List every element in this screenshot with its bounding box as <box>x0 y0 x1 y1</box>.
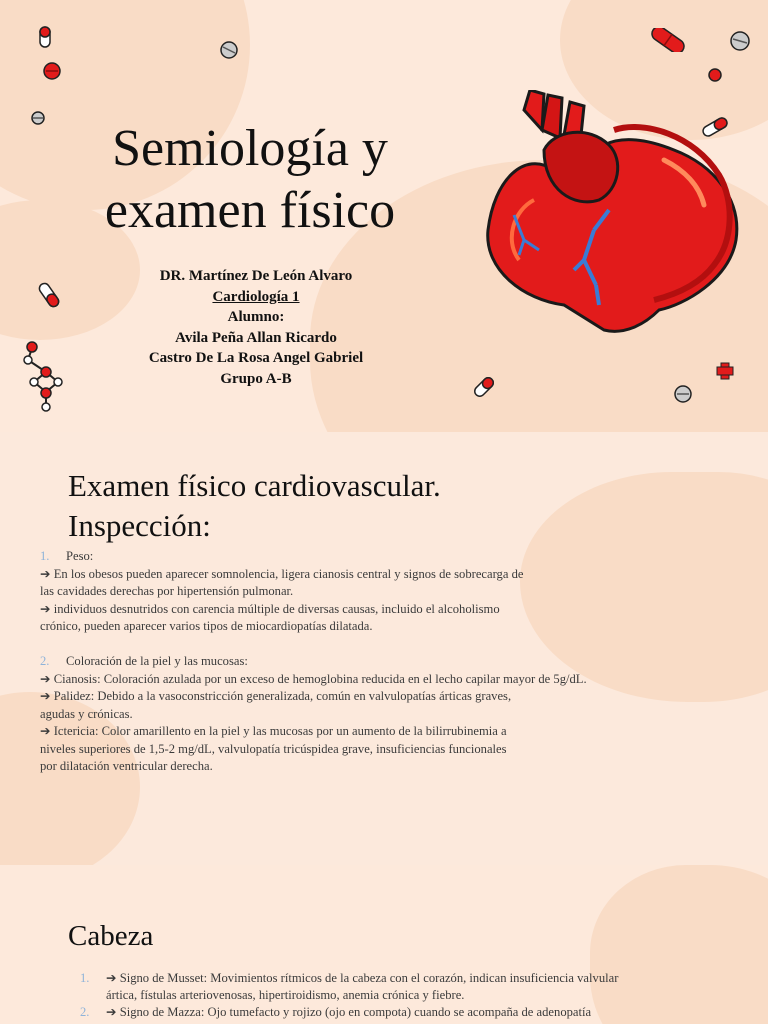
list-text: las cavidades derechas por hipertensión pulmonar. <box>40 584 294 598</box>
list-text: agudas y crónicas. <box>40 706 133 721</box>
slide-subheading: Inspección: <box>68 508 211 543</box>
list-text: ➔ individuos desnutridos con carencia múltiple de diversas causas, incluido el alcoholismo <box>40 601 500 616</box>
tablet-icon <box>30 110 46 126</box>
student-name: Avila Peña Allan Ricardo <box>175 329 337 346</box>
group-label: Grupo A-B <box>220 370 292 387</box>
list-text: ➔ Palidez: Debido a la vasoconstricción generalizada, común en valvulopatías árticas graves, <box>40 689 512 703</box>
tablet-icon <box>42 61 62 81</box>
molecule-icon <box>18 340 68 415</box>
pill-icon <box>648 28 688 52</box>
list-text: ➔ En los obesos pueden aparecer somnolencia, ligera cianosis central y signos de sobrecarga de <box>40 566 524 581</box>
inspection-list <box>40 548 680 776</box>
student-name: Castro De La Rosa Angel Gabriel <box>148 350 364 366</box>
list-text: crónico, pueden aparecer varios tipos de miocardiopatías dilatada. <box>40 619 373 633</box>
slide-heading: Examen físico cardiovascular. <box>68 468 441 503</box>
presentation-title: Semiología y examen físico <box>104 120 396 239</box>
list-item: 2. ➔ Signo de Mazza: Ojo tumefacto y rojizo (ojo en compota) cuando se acompaña de adenopatía <box>80 1005 592 1019</box>
list-item: 1. ➔ Signo de Musset: Movimientos rítmicos de la cabeza con el corazón, indican insuficiencia valvular <box>80 971 619 985</box>
list-number: 1. <box>80 971 90 985</box>
course-name: Cardiología 1 <box>212 288 300 305</box>
head-signs-list <box>80 970 680 1021</box>
tablet-icon <box>729 30 751 52</box>
tablet-icon <box>707 67 723 83</box>
list-item: 2. Coloración de la piel y las mucosas: <box>40 653 680 671</box>
list-text: ➔ Ictericia: Color amarillento en la piel y las mucosas por un aumento de la bilirrubinemia a <box>40 724 507 738</box>
head-slide <box>0 865 768 1024</box>
pill-icon <box>471 374 497 400</box>
list-text: ártica, fístulas arteriovenosas, hipertiroidismo, anemia crónica y fiebre. <box>106 988 465 1002</box>
pill-icon <box>38 280 60 310</box>
doctor-name: DR. Martínez De León Alvaro <box>159 268 353 284</box>
tablet-icon <box>219 40 239 60</box>
tablet-icon <box>673 384 693 404</box>
credits-block <box>106 266 406 389</box>
title-slide <box>0 0 768 432</box>
students-label: Alumno: <box>227 309 285 325</box>
list-text: por dilatación ventricular derecha. <box>40 759 213 773</box>
pill-icon <box>38 26 52 48</box>
list-number: 2. <box>80 1005 90 1019</box>
pill-icon <box>700 116 730 138</box>
inspection-slide <box>0 432 768 865</box>
slide-heading: Cabeza <box>68 920 154 952</box>
list-number: 1. <box>40 549 50 563</box>
list-text: niveles superiores de 1,5-2 mg/dL, valvulopatía tricúspidea grave, insuficiencias funcionales <box>40 741 507 756</box>
virus-icon <box>715 361 735 381</box>
list-text: ➔ Cianosis: Coloración azulada por un exceso de hemoglobina reducida en el lecho capilar mayor de 5g/dL. <box>40 671 587 686</box>
list-item: 1. Peso: <box>40 548 680 566</box>
list-number: 2. <box>40 654 50 668</box>
